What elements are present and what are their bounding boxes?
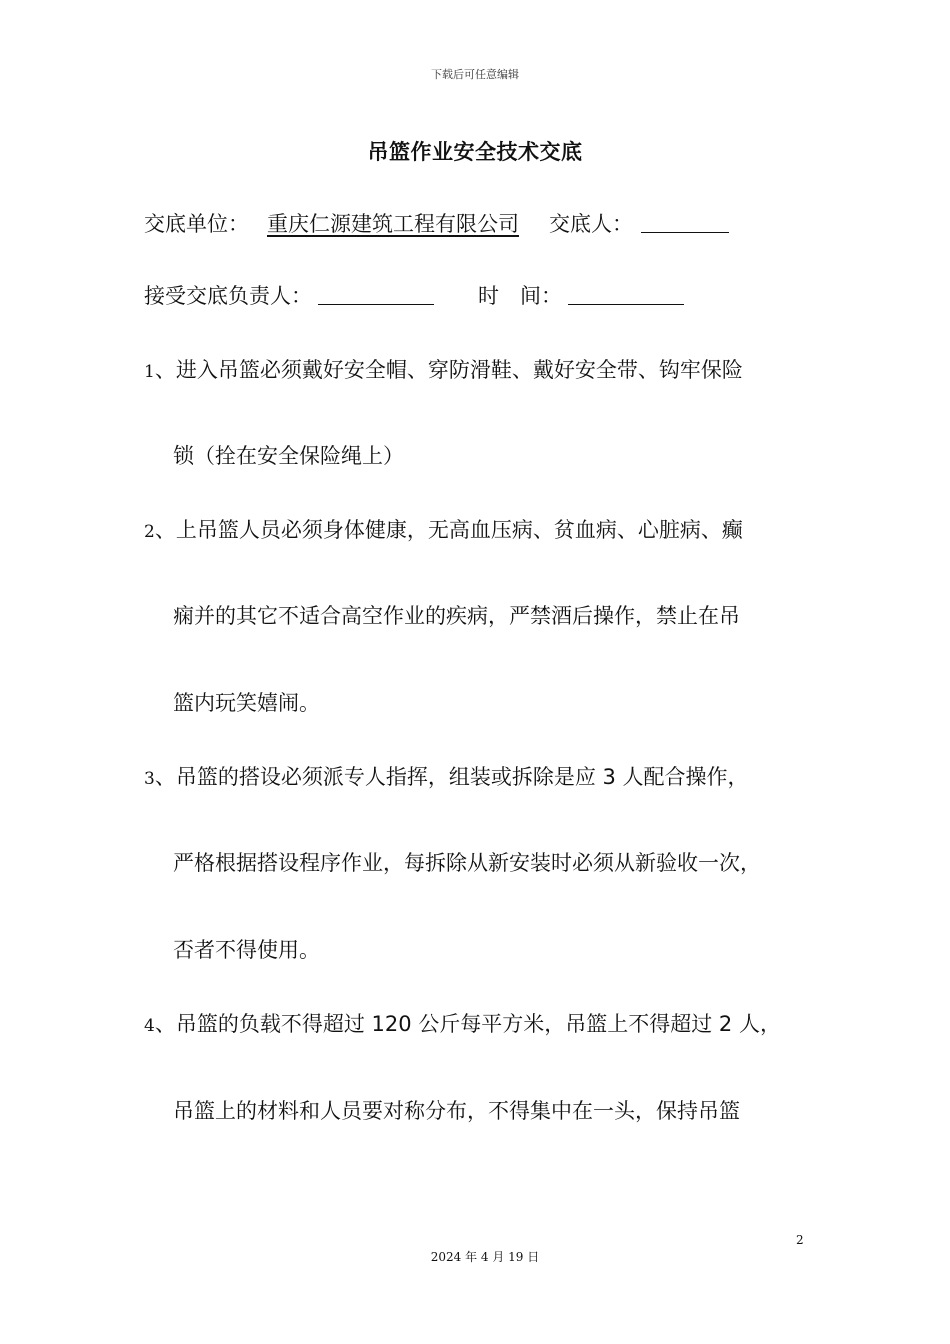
receiver-blank (318, 284, 434, 305)
page-number: 2 (796, 1233, 804, 1247)
header-note: 下载后可任意编辑 (431, 68, 519, 81)
clause-3-line-2: 严格根据搭设程序作业，每拆除从新安装时必须从新验收一次， (173, 851, 761, 875)
clause-text: 、吊篮的负载不得超过 120 公斤每平方米，吊篮上不得超过 2 人， (154, 1012, 781, 1036)
clause-text: 、上吊篮人员必须身体健康，无高血压病、贫血病、心脏病、癫 (154, 518, 743, 542)
clause-3-line-1 (144, 763, 749, 793)
clause-2-line-1 (144, 516, 743, 546)
discloser-blank (641, 212, 729, 233)
clause-number: 1 (144, 362, 155, 382)
document-title: 吊篮作业安全技术交底 (367, 140, 583, 164)
clause-text: 、进入吊篮必须戴好安全帽、穿防滑鞋、戴好安全带、钩牢保险 (154, 358, 743, 382)
clause-2-line-3: 篮内玩笑嬉闹。 (173, 691, 320, 715)
unit-value: 重庆仁源建筑工程有限公司 (267, 212, 519, 236)
clause-number: 3 (144, 769, 155, 789)
discloser-label: 交底人： (549, 212, 633, 236)
clause-4-line-2: 吊篮上的材料和人员要对称分布，不得集中在一头，保持吊篮 (173, 1099, 740, 1123)
unit-label: 交底单位： (144, 212, 249, 236)
time-label: 时 间： (478, 284, 562, 308)
clause-2-line-2: 痫并的其它不适合高空作业的疾病，严禁酒后操作，禁止在吊 (173, 604, 740, 628)
clause-number: 2 (144, 522, 155, 542)
time-blank (568, 284, 684, 305)
clause-4-line-1 (144, 1010, 781, 1040)
clause-1-line-1 (144, 356, 743, 386)
receiver-label: 接受交底负责人： (144, 284, 312, 308)
clause-number: 4 (144, 1016, 155, 1036)
footer-date: 2024 年 4 月 19 日 (430, 1250, 540, 1264)
clause-text: 、吊篮的搭设必须派专人指挥，组装或拆除是应 3 人配合操作， (154, 765, 749, 789)
clause-1-line-2: 锁（拴在安全保险绳上） (173, 444, 404, 468)
receiver-row (144, 282, 684, 310)
disclosure-unit-row (144, 210, 729, 238)
clause-3-line-3: 否者不得使用。 (173, 938, 320, 962)
